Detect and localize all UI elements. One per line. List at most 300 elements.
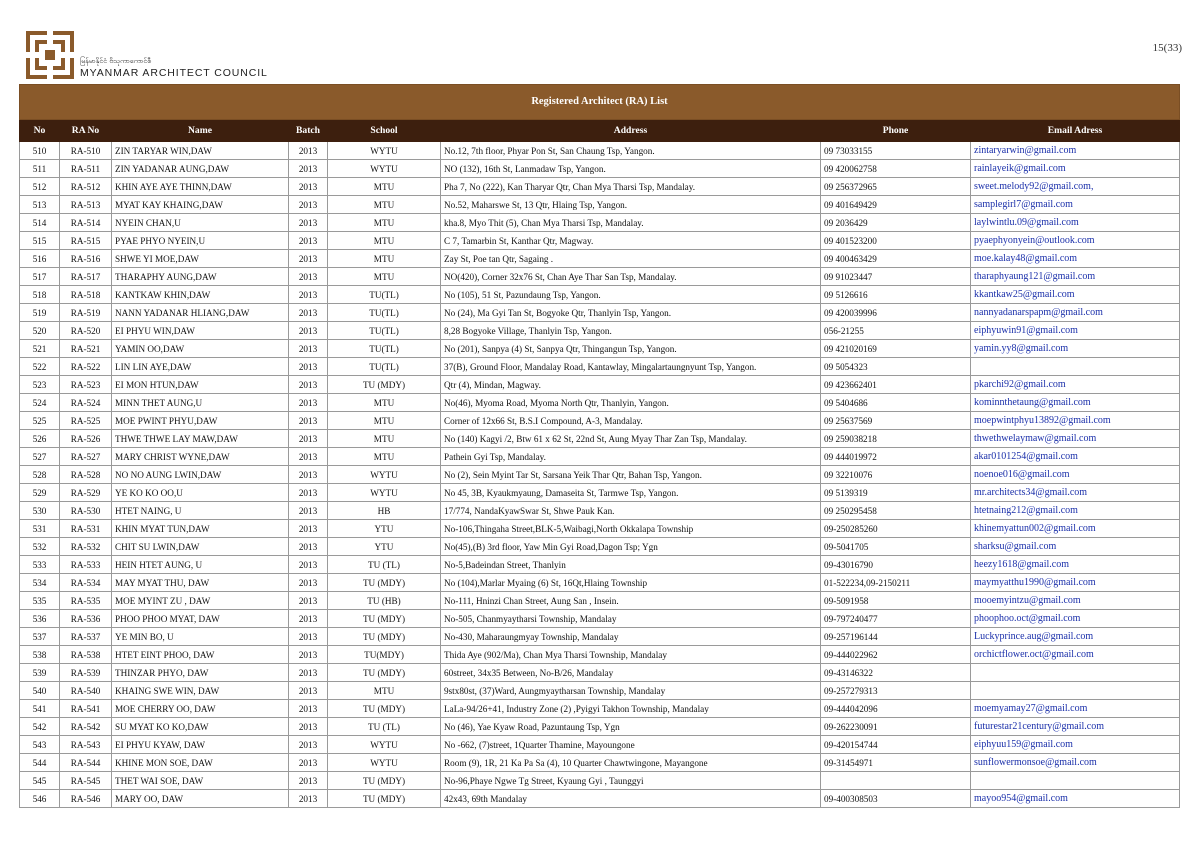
cell-phone: 09 256372965	[821, 178, 971, 196]
table-row	[20, 466, 1180, 484]
cell-no: 545	[20, 772, 60, 790]
cell-name: LIN LIN AYE,DAW	[112, 358, 289, 376]
table-row	[20, 538, 1180, 556]
cell-no: 529	[20, 484, 60, 502]
cell-address: C 7, Tamarbin St, Kanthar Qtr, Magway.	[441, 232, 821, 250]
cell-email[interactable]: thwethwelaymaw@gmail.com	[971, 430, 1180, 448]
org-name-myanmar: မြန်မာနိုင်ငံ ဗိသုကာကောင်စီ	[80, 57, 152, 65]
cell-email[interactable]: samplegirl7@gmail.com	[971, 196, 1180, 214]
table-row	[20, 142, 1180, 160]
cell-email[interactable]: orchictflower.oct@gmail.com	[971, 646, 1180, 664]
cell-batch: 2013	[289, 646, 328, 664]
cell-name: CHIT SU LWIN,DAW	[112, 538, 289, 556]
cell-no: 516	[20, 250, 60, 268]
table-body	[20, 142, 1180, 808]
table-row	[20, 772, 1180, 790]
cell-phone: 09-420154744	[821, 736, 971, 754]
cell-name: NO NO AUNG LWIN,DAW	[112, 466, 289, 484]
table-row	[20, 196, 1180, 214]
cell-email[interactable]: rainlayeik@gmail.com	[971, 160, 1180, 178]
cell-address: No (46), Yae Kyaw Road, Pazuntaung Tsp, Ygn	[441, 718, 821, 736]
cell-no: 523	[20, 376, 60, 394]
cell-no: 539	[20, 664, 60, 682]
cell-email[interactable]: tharaphyaung121@gmail.com	[971, 268, 1180, 286]
cell-ra-no: RA-539	[60, 664, 112, 682]
cell-email[interactable]: yamin.yy8@gmail.com	[971, 340, 1180, 358]
cell-name: HTET NAING, U	[112, 502, 289, 520]
cell-school: YTU	[328, 538, 441, 556]
cell-name: MARY OO, DAW	[112, 790, 289, 808]
cell-batch: 2013	[289, 754, 328, 772]
cell-phone: 09 401649429	[821, 196, 971, 214]
column-header-ra-no: RA No	[60, 120, 112, 142]
cell-school: TU (MDY)	[328, 772, 441, 790]
cell-name: ZIN TARYAR WIN,DAW	[112, 142, 289, 160]
cell-ra-no: RA-516	[60, 250, 112, 268]
cell-batch: 2013	[289, 628, 328, 646]
table-row	[20, 394, 1180, 412]
cell-email[interactable]: heezy1618@gmail.com	[971, 556, 1180, 574]
cell-batch: 2013	[289, 232, 328, 250]
cell-address: No-106,Thingaha Street,BLK-5,Waibagi,North Okkalapa Township	[441, 520, 821, 538]
cell-no: 527	[20, 448, 60, 466]
cell-address: 37(B), Ground Floor, Mandalay Road, Kantawlay, Mingalartaungnyunt Tsp, Yangon.	[441, 358, 821, 376]
cell-email[interactable]: akar0101254@gmail.com	[971, 448, 1180, 466]
cell-ra-no: RA-530	[60, 502, 112, 520]
cell-school: WYTU	[328, 754, 441, 772]
table-row	[20, 412, 1180, 430]
cell-school: MTU	[328, 394, 441, 412]
cell-address: 42x43, 69th Mandalay	[441, 790, 821, 808]
cell-ra-no: RA-517	[60, 268, 112, 286]
cell-phone: 09 421020169	[821, 340, 971, 358]
page-header	[0, 0, 1200, 84]
cell-batch: 2013	[289, 322, 328, 340]
cell-school: MTU	[328, 268, 441, 286]
table-row	[20, 178, 1180, 196]
cell-phone: 09 25637569	[821, 412, 971, 430]
cell-name: PYAE PHYO NYEIN,U	[112, 232, 289, 250]
cell-email[interactable]: pkarchi92@gmail.com	[971, 376, 1180, 394]
cell-school: TU(TL)	[328, 358, 441, 376]
cell-no: 514	[20, 214, 60, 232]
cell-email[interactable]: kominnthetaung@gmail.com	[971, 394, 1180, 412]
cell-no: 519	[20, 304, 60, 322]
cell-ra-no: RA-535	[60, 592, 112, 610]
cell-batch: 2013	[289, 142, 328, 160]
cell-email[interactable]: mayoo954@gmail.com	[971, 790, 1180, 808]
cell-ra-no: RA-510	[60, 142, 112, 160]
cell-address: No (2), Sein Myint Tar St, Sarsana Yeik Thar Qtr, Bahan Tsp, Yangon.	[441, 466, 821, 484]
cell-email[interactable]: laylwintlu.09@gmail.com	[971, 214, 1180, 232]
cell-batch: 2013	[289, 268, 328, 286]
cell-no: 510	[20, 142, 60, 160]
table-row	[20, 556, 1180, 574]
cell-email[interactable]: moemyamay27@gmail.com	[971, 700, 1180, 718]
cell-email[interactable]: futurestar21century@gmail.com	[971, 718, 1180, 736]
cell-batch: 2013	[289, 394, 328, 412]
cell-address: No-5,Badeindan Street, Thanlyin	[441, 556, 821, 574]
cell-name: THINZAR PHYO, DAW	[112, 664, 289, 682]
cell-ra-no: RA-536	[60, 610, 112, 628]
cell-phone: 09-5091958	[821, 592, 971, 610]
cell-no: 538	[20, 646, 60, 664]
cell-no: 515	[20, 232, 60, 250]
cell-email[interactable]: pyaephyonyein@outlook.com	[971, 232, 1180, 250]
cell-address: Corner of 12x66 St, B.S.I Compound, A-3, Mandalay.	[441, 412, 821, 430]
cell-phone: 09 2036429	[821, 214, 971, 232]
cell-name: NANN YADANAR HLIANG,DAW	[112, 304, 289, 322]
cell-no: 546	[20, 790, 60, 808]
cell-batch: 2013	[289, 700, 328, 718]
cell-email[interactable]: moe.kalay48@gmail.com	[971, 250, 1180, 268]
table-row	[20, 790, 1180, 808]
cell-email	[971, 358, 1180, 376]
table-row	[20, 718, 1180, 736]
cell-email[interactable]: maymyatthu1990@gmail.com	[971, 574, 1180, 592]
cell-name: THARAPHY AUNG,DAW	[112, 268, 289, 286]
cell-school: WYTU	[328, 142, 441, 160]
cell-phone: 09-257196144	[821, 628, 971, 646]
page-number: 15(33)	[1152, 42, 1182, 54]
cell-name: KHIN MYAT TUN,DAW	[112, 520, 289, 538]
cell-email	[971, 772, 1180, 790]
cell-ra-no: RA-515	[60, 232, 112, 250]
cell-ra-no: RA-532	[60, 538, 112, 556]
cell-batch: 2013	[289, 574, 328, 592]
cell-school: MTU	[328, 448, 441, 466]
cell-batch: 2013	[289, 340, 328, 358]
cell-no: 525	[20, 412, 60, 430]
cell-ra-no: RA-514	[60, 214, 112, 232]
cell-school: TU(TL)	[328, 322, 441, 340]
cell-no: 517	[20, 268, 60, 286]
cell-school: WYTU	[328, 736, 441, 754]
cell-name: HTET EINT PHOO, DAW	[112, 646, 289, 664]
cell-email	[971, 682, 1180, 700]
cell-batch: 2013	[289, 772, 328, 790]
cell-name: YE MIN BO, U	[112, 628, 289, 646]
cell-email[interactable]: mr.architects34@gmail.com	[971, 484, 1180, 502]
cell-email[interactable]: sweet.melody92@gmail.com,	[971, 178, 1180, 196]
cell-no: 528	[20, 466, 60, 484]
cell-school: MTU	[328, 250, 441, 268]
cell-batch: 2013	[289, 358, 328, 376]
table-row	[20, 754, 1180, 772]
cell-ra-no: RA-513	[60, 196, 112, 214]
org-name: MYANMAR ARCHITECT COUNCIL	[80, 67, 268, 79]
cell-address: No-96,Phaye Ngwe Tg Street, Kyaung Gyi , Taunggyi	[441, 772, 821, 790]
cell-school: WYTU	[328, 466, 441, 484]
cell-email[interactable]: sunflowermonsoe@gmail.com	[971, 754, 1180, 772]
cell-batch: 2013	[289, 610, 328, 628]
cell-name: MOE MYINT ZU , DAW	[112, 592, 289, 610]
table-row	[20, 376, 1180, 394]
cell-address: No -662, (7)street, 1Quarter Thamine, Mayoungone	[441, 736, 821, 754]
cell-ra-no: RA-545	[60, 772, 112, 790]
table-row	[20, 250, 1180, 268]
cell-name: MOE CHERRY OO, DAW	[112, 700, 289, 718]
cell-school: WYTU	[328, 160, 441, 178]
table-row	[20, 448, 1180, 466]
table-row	[20, 214, 1180, 232]
cell-address: No (104),Marlar Myaing (6) St, 16Qt,Hlaing Township	[441, 574, 821, 592]
table-row	[20, 700, 1180, 718]
cell-batch: 2013	[289, 430, 328, 448]
cell-phone: 09-262230091	[821, 718, 971, 736]
cell-ra-no: RA-542	[60, 718, 112, 736]
cell-no: 520	[20, 322, 60, 340]
table-row	[20, 322, 1180, 340]
table-row	[20, 340, 1180, 358]
cell-email[interactable]: moepwintphyu13892@gmail.com	[971, 412, 1180, 430]
cell-email[interactable]: phoophoo.oct@gmail.com	[971, 610, 1180, 628]
column-header-batch: Batch	[289, 120, 328, 142]
cell-email[interactable]: mooemyintzu@gmail.com	[971, 592, 1180, 610]
cell-phone: 01-522234,09-2150211	[821, 574, 971, 592]
concentric-squares-logo-icon	[26, 31, 74, 79]
cell-no: 521	[20, 340, 60, 358]
cell-batch: 2013	[289, 682, 328, 700]
cell-name: NYEIN CHAN,U	[112, 214, 289, 232]
cell-batch: 2013	[289, 376, 328, 394]
cell-name: MAY MYAT THU, DAW	[112, 574, 289, 592]
cell-ra-no: RA-538	[60, 646, 112, 664]
cell-phone	[821, 772, 971, 790]
cell-phone: 09 420039996	[821, 304, 971, 322]
cell-no: 518	[20, 286, 60, 304]
cell-name: PHOO PHOO MYAT, DAW	[112, 610, 289, 628]
cell-phone: 09 91023447	[821, 268, 971, 286]
cell-no: 534	[20, 574, 60, 592]
cell-address: No-505, Chanmyaytharsi Township, Mandalay	[441, 610, 821, 628]
cell-phone: 056-21255	[821, 322, 971, 340]
cell-school: YTU	[328, 520, 441, 538]
cell-batch: 2013	[289, 214, 328, 232]
cell-ra-no: RA-537	[60, 628, 112, 646]
cell-address: 60street, 34x35 Between, No-B/26, Mandalay	[441, 664, 821, 682]
cell-phone: 09 73033155	[821, 142, 971, 160]
cell-name: MARY CHRIST WYNE,DAW	[112, 448, 289, 466]
cell-batch: 2013	[289, 790, 328, 808]
cell-no: 533	[20, 556, 60, 574]
cell-name: KHAING SWE WIN, DAW	[112, 682, 289, 700]
cell-ra-no: RA-526	[60, 430, 112, 448]
cell-address: kha.8, Myo Thit (5), Chan Mya Tharsi Tsp, Mandalay.	[441, 214, 821, 232]
table-row	[20, 520, 1180, 538]
cell-email[interactable]: eiphyuu159@gmail.com	[971, 736, 1180, 754]
cell-school: HB	[328, 502, 441, 520]
cell-school: MTU	[328, 412, 441, 430]
cell-address: Zay St, Poe tan Qtr, Sagaing .	[441, 250, 821, 268]
cell-ra-no: RA-522	[60, 358, 112, 376]
cell-name: KHIN AYE AYE THINN,DAW	[112, 178, 289, 196]
cell-phone: 09 259038218	[821, 430, 971, 448]
cell-school: TU (TL)	[328, 556, 441, 574]
cell-ra-no: RA-533	[60, 556, 112, 574]
cell-email[interactable]: eiphyuwin91@gmail.com	[971, 322, 1180, 340]
cell-name: SHWE YI MOE,DAW	[112, 250, 289, 268]
cell-no: 530	[20, 502, 60, 520]
cell-name: MINN THET AUNG,U	[112, 394, 289, 412]
cell-batch: 2013	[289, 538, 328, 556]
cell-address: No (24), Ma Gyi Tan St, Bogyoke Qtr, Thanlyin Tsp, Yangon.	[441, 304, 821, 322]
cell-school: TU(TL)	[328, 304, 441, 322]
cell-phone: 09 250295458	[821, 502, 971, 520]
cell-batch: 2013	[289, 466, 328, 484]
cell-name: SU MYAT KO KO,DAW	[112, 718, 289, 736]
cell-school: TU (MDY)	[328, 790, 441, 808]
cell-address: NO (132), 16th St, Lanmadaw Tsp, Yangon.	[441, 160, 821, 178]
cell-phone: 09 400463429	[821, 250, 971, 268]
cell-no: 544	[20, 754, 60, 772]
table-row	[20, 610, 1180, 628]
cell-phone: 09-444022962	[821, 646, 971, 664]
cell-phone: 09 5054323	[821, 358, 971, 376]
cell-email	[971, 664, 1180, 682]
cell-batch: 2013	[289, 592, 328, 610]
cell-ra-no: RA-527	[60, 448, 112, 466]
cell-name: THET WAI SOE, DAW	[112, 772, 289, 790]
cell-phone: 09 32210076	[821, 466, 971, 484]
cell-phone: 09-43016790	[821, 556, 971, 574]
cell-school: TU (MDY)	[328, 376, 441, 394]
cell-address: No (201), Sanpya (4) St, Sanpya Qtr, Thingangun Tsp, Yangon.	[441, 340, 821, 358]
cell-phone: 09-5041705	[821, 538, 971, 556]
cell-batch: 2013	[289, 304, 328, 322]
table-row	[20, 502, 1180, 520]
cell-address: No (105), 51 St, Pazundaung Tsp, Yangon.	[441, 286, 821, 304]
cell-school: TU (MDY)	[328, 610, 441, 628]
cell-ra-no: RA-534	[60, 574, 112, 592]
table-row	[20, 628, 1180, 646]
cell-batch: 2013	[289, 484, 328, 502]
cell-ra-no: RA-543	[60, 736, 112, 754]
cell-address: No(46), Myoma Road, Myoma North Qtr, Thanlyin, Yangon.	[441, 394, 821, 412]
cell-email[interactable]: sharksu@gmail.com	[971, 538, 1180, 556]
cell-school: TU (HB)	[328, 592, 441, 610]
column-header-address: Address	[441, 120, 821, 142]
cell-ra-no: RA-541	[60, 700, 112, 718]
cell-no: 540	[20, 682, 60, 700]
cell-email[interactable]: htetnaing212@gmail.com	[971, 502, 1180, 520]
cell-email[interactable]: zintaryarwin@gmail.com	[971, 142, 1180, 160]
cell-batch: 2013	[289, 664, 328, 682]
cell-batch: 2013	[289, 196, 328, 214]
cell-no: 542	[20, 718, 60, 736]
cell-ra-no: RA-528	[60, 466, 112, 484]
cell-school: MTU	[328, 682, 441, 700]
column-header-no: No	[20, 120, 60, 142]
column-header-name: Name	[112, 120, 289, 142]
cell-phone: 09-797240477	[821, 610, 971, 628]
cell-email[interactable]: noenoe016@gmail.com	[971, 466, 1180, 484]
cell-name: EI MON HTUN,DAW	[112, 376, 289, 394]
cell-school: TU (MDY)	[328, 664, 441, 682]
table-row	[20, 430, 1180, 448]
table-row	[20, 160, 1180, 178]
cell-ra-no: RA-544	[60, 754, 112, 772]
cell-phone: 09 401523200	[821, 232, 971, 250]
cell-ra-no: RA-512	[60, 178, 112, 196]
cell-school: WYTU	[328, 484, 441, 502]
cell-batch: 2013	[289, 250, 328, 268]
cell-school: TU (MDY)	[328, 700, 441, 718]
cell-no: 541	[20, 700, 60, 718]
cell-email[interactable]: khinemyattun002@gmail.com	[971, 520, 1180, 538]
column-header-phone: Phone	[821, 120, 971, 142]
cell-no: 522	[20, 358, 60, 376]
table-row	[20, 574, 1180, 592]
cell-name: THWE THWE LAY MAW,DAW	[112, 430, 289, 448]
cell-ra-no: RA-546	[60, 790, 112, 808]
cell-phone: 09 423662401	[821, 376, 971, 394]
cell-school: TU (TL)	[328, 718, 441, 736]
cell-no: 531	[20, 520, 60, 538]
cell-address: No(45),(B) 3rd floor, Yaw Min Gyi Road,Dagon Tsp; Ygn	[441, 538, 821, 556]
cell-name: KHINE MON SOE, DAW	[112, 754, 289, 772]
cell-phone: 09-400308503	[821, 790, 971, 808]
cell-batch: 2013	[289, 286, 328, 304]
cell-no: 536	[20, 610, 60, 628]
cell-address: No.12, 7th floor, Phyar Pon St, San Chaung Tsp, Yangon.	[441, 142, 821, 160]
cell-ra-no: RA-525	[60, 412, 112, 430]
cell-school: TU(TL)	[328, 286, 441, 304]
cell-no: 524	[20, 394, 60, 412]
cell-school: MTU	[328, 430, 441, 448]
table-row	[20, 592, 1180, 610]
cell-batch: 2013	[289, 520, 328, 538]
cell-no: 543	[20, 736, 60, 754]
cell-email[interactable]: Luckyprince.aug@gmail.com	[971, 628, 1180, 646]
cell-school: MTU	[328, 232, 441, 250]
cell-name: EI PHYU KYAW, DAW	[112, 736, 289, 754]
cell-no: 511	[20, 160, 60, 178]
cell-ra-no: RA-531	[60, 520, 112, 538]
cell-address: NO(420), Corner 32x76 St, Chan Aye Thar San Tsp, Mandalay.	[441, 268, 821, 286]
table-row	[20, 232, 1180, 250]
cell-name: MOE PWINT PHYU,DAW	[112, 412, 289, 430]
cell-ra-no: RA-523	[60, 376, 112, 394]
cell-address: Room (9), 1R, 21 Ka Pa Sa (4), 10 Quarter Chawtwingone, Mayangone	[441, 754, 821, 772]
cell-email[interactable]: kkantkaw25@gmail.com	[971, 286, 1180, 304]
ra-list-table	[19, 84, 1180, 808]
cell-email[interactable]: nannyadanarspapm@gmail.com	[971, 304, 1180, 322]
cell-school: TU(MDY)	[328, 646, 441, 664]
cell-address: No 45, 3B, Kyaukmyaung, Damaseita St, Tarmwe Tsp, Yangon.	[441, 484, 821, 502]
cell-ra-no: RA-520	[60, 322, 112, 340]
cell-phone: 09 420062758	[821, 160, 971, 178]
cell-no: 513	[20, 196, 60, 214]
cell-address: Pha 7, No (222), Kan Tharyar Qtr, Chan Mya Tharsi Tsp, Mandalay.	[441, 178, 821, 196]
cell-phone: 09-43146322	[821, 664, 971, 682]
cell-address: Thida Aye (902/Ma), Chan Mya Tharsi Township, Mandalay	[441, 646, 821, 664]
cell-address: No.52, Maharswe St, 13 Qtr, Hlaing Tsp, Yangon.	[441, 196, 821, 214]
cell-no: 512	[20, 178, 60, 196]
column-header-school: School	[328, 120, 441, 142]
cell-phone: 09-444042096	[821, 700, 971, 718]
cell-ra-no: RA-519	[60, 304, 112, 322]
cell-no: 532	[20, 538, 60, 556]
table-row	[20, 286, 1180, 304]
cell-address: No (140) Kagyi /2, Btw 61 x 62 St, 22nd St, Aung Myay Thar Zan Tsp, Mandalay.	[441, 430, 821, 448]
table-row	[20, 358, 1180, 376]
cell-address: Pathein Gyi Tsp, Mandalay.	[441, 448, 821, 466]
cell-batch: 2013	[289, 412, 328, 430]
cell-school: TU (MDY)	[328, 628, 441, 646]
column-header-email: Email Adress	[971, 120, 1180, 142]
table-row	[20, 304, 1180, 322]
